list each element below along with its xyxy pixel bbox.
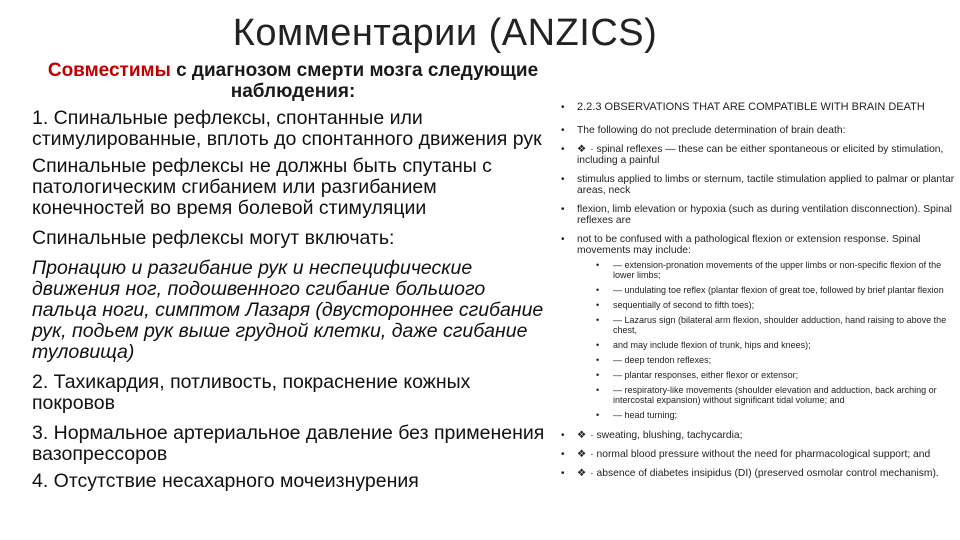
bullet-icon: • — [561, 174, 565, 185]
russian-comments-column — [32, 60, 554, 492]
bullet-icon: • — [596, 260, 600, 270]
sub-item — [560, 315, 955, 335]
bullet-icon: • — [561, 430, 565, 441]
bullet-icon: • — [561, 102, 565, 113]
right-item-text: · sweating, blushing, tachycardia; — [590, 430, 743, 441]
diamond-icon: ❖ — [577, 449, 587, 460]
bullet-icon: • — [561, 125, 565, 136]
lead-accent-word: Совместимы — [47, 60, 171, 81]
point-4-diabetes-insipidus: 4. Отсутствие несахарного мочеизнурения — [32, 470, 419, 492]
bullet-icon: • — [596, 285, 600, 295]
bullet-icon: • — [561, 234, 565, 245]
sub-item-text: — head turning; — [613, 410, 678, 420]
sub-item-text: — undulating toe reflex (plantar flexion of great toe, followed by brief plantar flexion — [613, 285, 944, 295]
sub-item — [560, 355, 955, 365]
right-tail-item — [560, 468, 955, 479]
sub-item — [560, 260, 955, 280]
right-item — [560, 174, 955, 196]
right-heading — [560, 102, 955, 113]
bullet-icon: • — [561, 204, 565, 215]
bullet-icon: • — [561, 449, 565, 460]
bullet-icon: • — [596, 315, 600, 325]
sub-item — [560, 340, 955, 350]
sub-item-text: and may include flexion of trunk, hips and knees); — [613, 340, 811, 350]
right-item-text: · normal blood pressure without the need for pharmacological support; and — [590, 449, 931, 460]
bullet-icon: • — [596, 340, 600, 350]
lead-rest: с диагнозом смерти мозга следующие наблюдения: — [170, 60, 539, 102]
bullet-icon: • — [596, 370, 600, 380]
right-item — [560, 204, 955, 226]
right-item-text: stimulus applied to limbs or sternum, tactile stimulation applied to palmar or plantar areas, neck — [577, 174, 955, 196]
spinal-reflex-examples: Пронацию и разгибание рук и неспецифические движения ног, подошвенного сгибание большого пальца ноги, симптом Лазаря (двустороннее сгибание рук, подьем рук выше грудной клетки, даже сгибание туловища) — [32, 257, 544, 363]
diamond-icon: ❖ — [577, 430, 587, 441]
right-item-text: · spinal reflexes — these can be either spontaneous or elicited by stimulation, including a painful — [577, 144, 944, 166]
anzics-source-column — [560, 102, 955, 487]
bullet-icon: • — [596, 355, 600, 365]
lead-statement — [32, 60, 554, 102]
bullet-icon: • — [561, 144, 565, 155]
right-item — [560, 144, 955, 166]
right-tail-item — [560, 430, 955, 441]
right-item-text: not to be confused with a pathological flexion or extension response. Spinal movements may include: — [577, 234, 921, 256]
sub-item-text: — plantar responses, either flexor or extensor; — [613, 370, 799, 380]
right-heading-text: 2.2.3 OBSERVATIONS THAT ARE COMPATIBLE WITH BRAIN DEATH — [577, 101, 925, 113]
spinal-reflex-list-intro: Спинальные рефлексы могут включать: — [32, 227, 395, 249]
sub-item — [560, 385, 955, 405]
point-3-blood-pressure: 3. Нормальное артериальное давление без применения вазопрессоров — [32, 422, 545, 465]
diamond-icon: ❖ — [577, 468, 587, 479]
right-item-text: flexion, limb elevation or hypoxia (such as during ventilation disconnection). Spinal reflexes are — [577, 204, 952, 226]
diamond-icon: ❖ — [577, 144, 587, 155]
right-item-text: The following do not preclude determination of brain death: — [577, 125, 846, 136]
right-item-text: · absence of diabetes insipidus (DI) (preserved osmolar control mechanism). — [590, 468, 939, 479]
sub-item — [560, 370, 955, 380]
bullet-icon: • — [596, 385, 600, 395]
point-1-spinal-reflexes: 1. Спинальные рефлексы, спонтанные или стимулированные, вплоть до спонтанного движения рук — [32, 107, 542, 150]
bullet-icon: • — [596, 300, 600, 310]
sub-item — [560, 300, 955, 310]
sub-item — [560, 410, 955, 420]
point-2-tachycardia: 2. Тахикардия, потливость, покраснение кожных покровов — [32, 371, 471, 414]
right-item — [560, 234, 955, 256]
right-tail-item — [560, 449, 955, 460]
bullet-icon: • — [561, 468, 565, 479]
sub-item — [560, 285, 955, 295]
bullet-icon: • — [596, 410, 600, 420]
sub-item-text: — respiratory-like movements (shoulder elevation and adduction, back arching or intercostal expansion) without significant tidal volume; and — [613, 385, 937, 405]
sub-item-text: — Lazarus sign (bilateral arm flexion, shoulder adduction, hand raising to above the chest, — [613, 315, 947, 335]
sub-item-text: sequentially of second to fifth toes); — [613, 300, 755, 310]
sub-item-text: — deep tendon reflexes; — [613, 355, 712, 365]
right-item — [560, 125, 955, 136]
spinal-movements-sublist — [560, 260, 955, 420]
slide-title: Комментарии (ANZICS) — [232, 12, 658, 54]
sub-item-text: — extension-pronation movements of the upper limbs or non-specific flexion of the lower limbs; — [613, 260, 942, 280]
spinal-reflex-note: Спинальные рефлексы не должны быть спутаны с патологическим сгибанием или разгибанием конечностей во время болевой стимуляции — [32, 155, 492, 219]
